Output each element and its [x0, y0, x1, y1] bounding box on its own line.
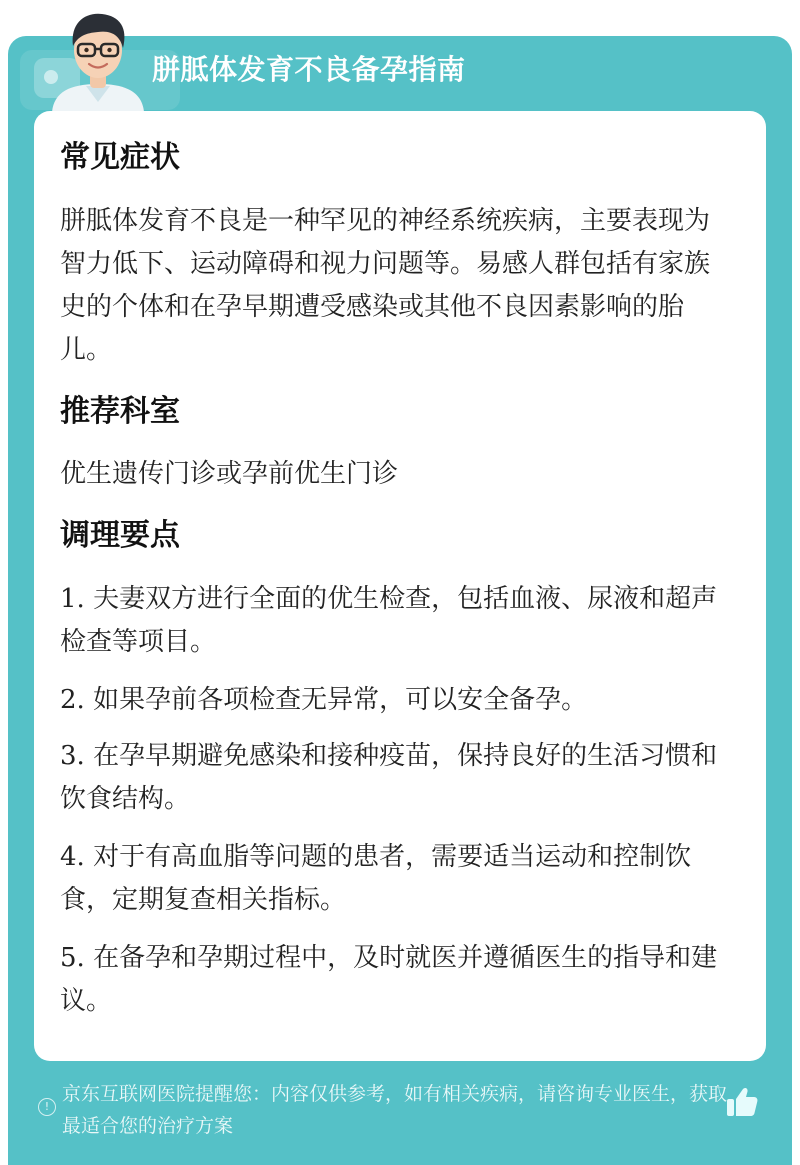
list-text: 夫妻双方进行全面的优生检查，包括血液、尿液和超声检查等项目。: [60, 584, 718, 657]
care-title: 调理要点: [60, 518, 180, 553]
symptoms-text: 胼胝体发育不良是一种罕见的神经系统疾病，主要表现为智力低下、运动障碍和视力问题等。易感人群包括有家族史的个体和在孕早期遭受感染或其他不良因素影响的胎儿。: [60, 206, 711, 365]
list-item: [60, 578, 732, 664]
info-icon: !: [38, 1098, 56, 1116]
department-text: 优生遗传门诊或孕前优生门诊: [60, 459, 399, 489]
thumbs-up-icon[interactable]: [724, 1084, 760, 1120]
list-number: 1.: [60, 584, 85, 614]
doctor-avatar: [42, 6, 154, 112]
list-text: 对于有高血脂等问题的患者，需要适当运动和控制饮食，定期复查相关指标。: [60, 842, 692, 915]
list-number: 2.: [60, 685, 85, 715]
department-title: 推荐科室: [60, 394, 180, 429]
list-number: 3.: [60, 741, 85, 771]
list-number: 5.: [60, 943, 85, 973]
list-item: [60, 679, 732, 722]
list-item: [60, 937, 732, 1023]
list-text: 在孕早期避免感染和接种疫苗，保持良好的生活习惯和饮食结构。: [60, 741, 718, 814]
list-item: [60, 836, 732, 922]
symptoms-title: 常见症状: [60, 140, 180, 175]
list-text: 在备孕和孕期过程中，及时就医并遵循医生的指导和建议。: [60, 943, 718, 1016]
disclaimer-text: 京东互联网医院提醒您：内容仅供参考，如有相关疾病，请咨询专业医生，获取最适合您的治疗方案: [62, 1083, 728, 1137]
page-title: 胼胝体发育不良备孕指南: [152, 53, 466, 86]
list-number: 4.: [60, 842, 85, 872]
list-text: 如果孕前各项检查无异常，可以安全备孕。: [93, 685, 588, 715]
list-item: [60, 735, 732, 821]
